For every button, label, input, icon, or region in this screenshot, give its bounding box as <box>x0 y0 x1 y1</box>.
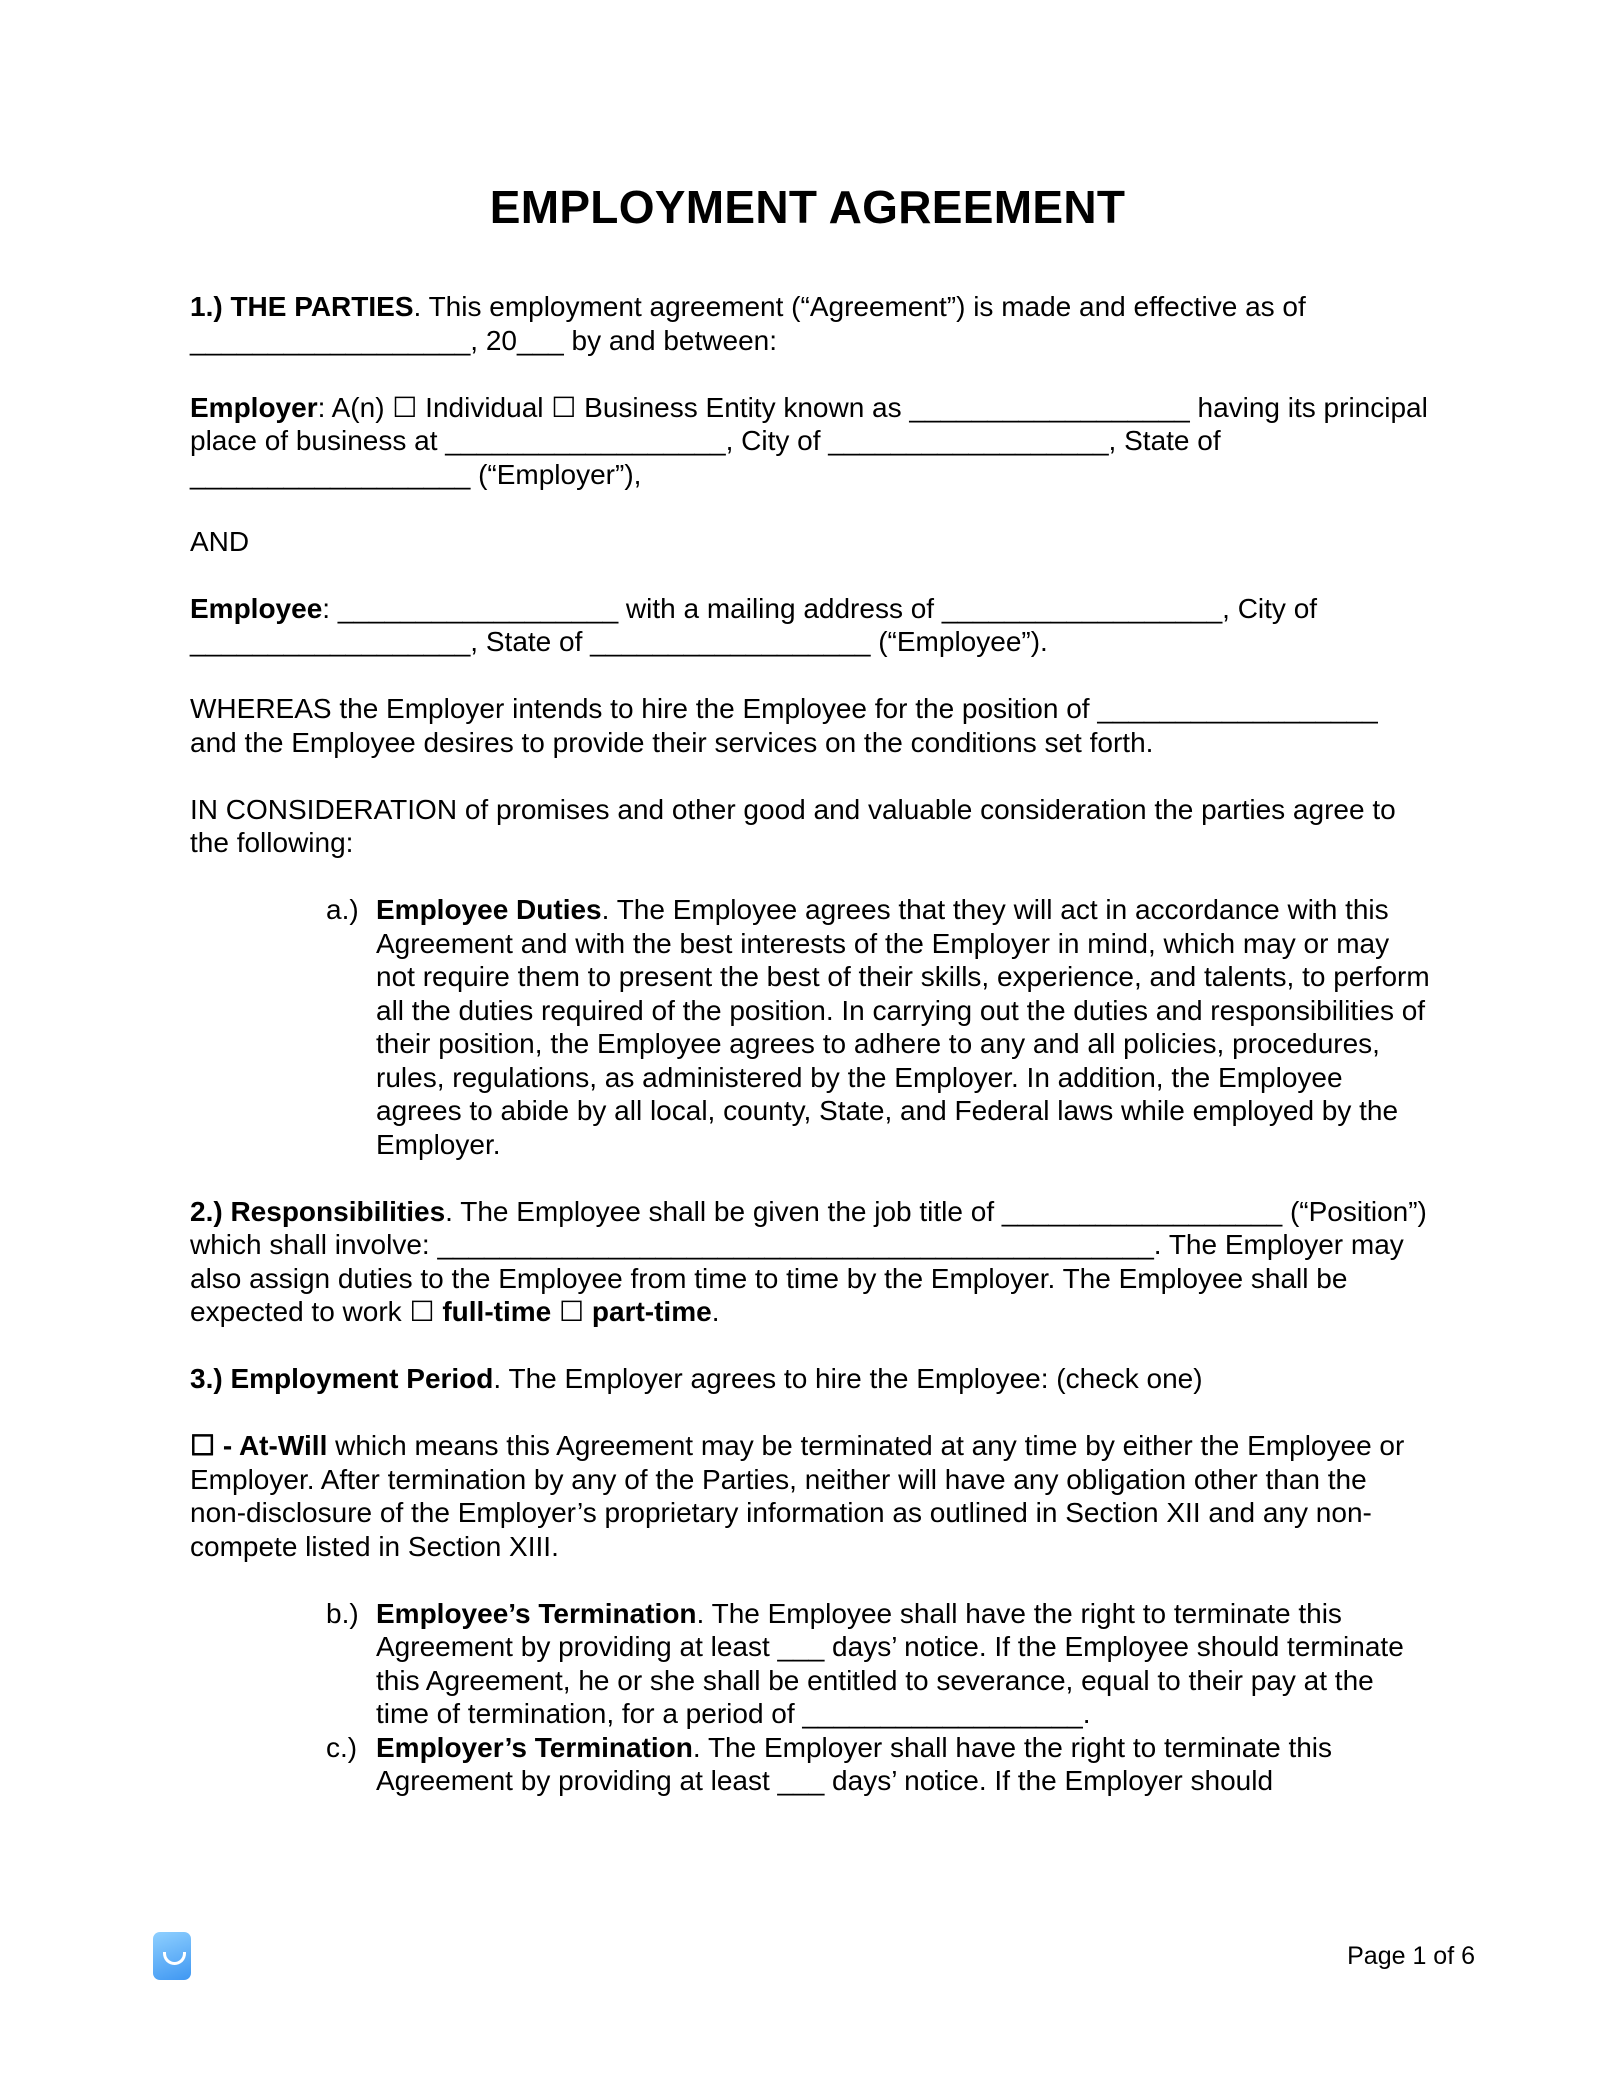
section-heading: 1.) THE PARTIES <box>190 291 414 322</box>
section-text: ☐ <box>551 1296 592 1327</box>
item-label: c.) <box>326 1731 358 1763</box>
full-time-option: full-time <box>442 1296 552 1327</box>
section-text: . The Employee shall be given the job title of __________________ (“Position”) which shall involve: ______________________________________________. The Employer may also assign duties to the Employee from time to time by the Employer. The Employee shall be expected to work ☐ <box>190 1195 1427 1327</box>
item-label: b.) <box>326 1597 359 1629</box>
item-heading: Employer’s Termination <box>376 1731 693 1763</box>
at-will-heading: At-Will <box>238 1430 328 1461</box>
item-text: . The Employer shall have the right to terminate this Agreement by providing at least ___ days’ notice. If the Employer should <box>376 1731 1333 1796</box>
employer-text: : A(n) ☐ Individual ☐ Business Entity known as __________________ having its principal place of business at __________________, City of __________________, State of __________________ (“Employer”), <box>190 391 1428 490</box>
brand-logo-icon <box>153 1932 191 1980</box>
employee-label: Employee <box>190 592 323 624</box>
section-text: . <box>711 1296 720 1327</box>
item-employee-duties <box>190 893 1430 1161</box>
document-body <box>190 290 1430 1798</box>
item-text: . The Employee shall have the right to terminate this Agreement by providing at least ___ days’ notice. If the Employee should terminate this Agreement, he or she shall be entitled to severance, equal to their pay at the time of termination, for a period of __________________. <box>376 1597 1404 1729</box>
section-heading: 2.) Responsibilities <box>190 1195 446 1227</box>
section-heading: 3.) Employment Period <box>190 1363 494 1394</box>
at-will-checkbox: ☐ - <box>190 1430 239 1461</box>
whereas-paragraph: WHEREAS the Employer intends to hire the Employee for the position of __________________ and the Employee desires to provide their services on the conditions set forth. <box>190 693 1378 758</box>
part-time-option: part-time <box>591 1296 712 1327</box>
item-heading: Employee Duties <box>376 894 602 925</box>
section-text: . This employment agreement (“Agreement”) is made and effective as of <box>413 291 1306 322</box>
page-number: Page 1 of 6 <box>1347 1942 1475 1970</box>
section-employment-period <box>190 1362 1430 1396</box>
employer-label: Employer <box>190 391 318 423</box>
item-heading: Employee’s Termination <box>376 1597 697 1629</box>
document-title: EMPLOYMENT AGREEMENT <box>489 181 1126 233</box>
item-label: a.) <box>326 894 359 925</box>
consideration-paragraph: IN CONSIDERATION of promises and other good and valuable consideration the parties agree to the following: <box>190 793 1396 858</box>
item-text: . The Employee agrees that they will act in accordance with this Agreement and with the best interests of the Employer in mind, which may or may not require them to present the best of their skills, experience, and talents, to perform all the duties required of the position. In carrying out the duties and responsibilities of their position, the Employee agrees to adhere to any and all policies, procedures, rules, regulations, as administered by the Employer. In addition, the Employee agrees to abide by all local, county, State, and Federal laws while employed by the Employer. <box>376 894 1430 1160</box>
employee-paragraph <box>190 592 1430 659</box>
section-parties <box>190 290 1430 357</box>
and-paragraph: AND <box>190 525 250 557</box>
item-employee-termination <box>190 1597 1430 1731</box>
section-text: . The Employer agrees to hire the Employee: (check one) <box>493 1363 1203 1394</box>
at-will-text: which means this Agreement may be terminated at any time by either the Employee or Employer. After termination by any of the Parties, neither will have any obligation other than the non-disclosure of the Employer’s proprietary information as outlined in Section XII and any non-compete listed in Section XIII. <box>190 1430 1405 1562</box>
employer-paragraph <box>190 391 1430 492</box>
section-responsibilities <box>190 1195 1430 1329</box>
employee-text: : __________________ with a mailing address of __________________, City of __________________, State of __________________ (“Employee”). <box>190 592 1318 657</box>
item-employer-termination <box>190 1731 1430 1798</box>
section-text: __________________, 20___ by and between: <box>190 324 777 356</box>
at-will-paragraph <box>190 1429 1430 1563</box>
